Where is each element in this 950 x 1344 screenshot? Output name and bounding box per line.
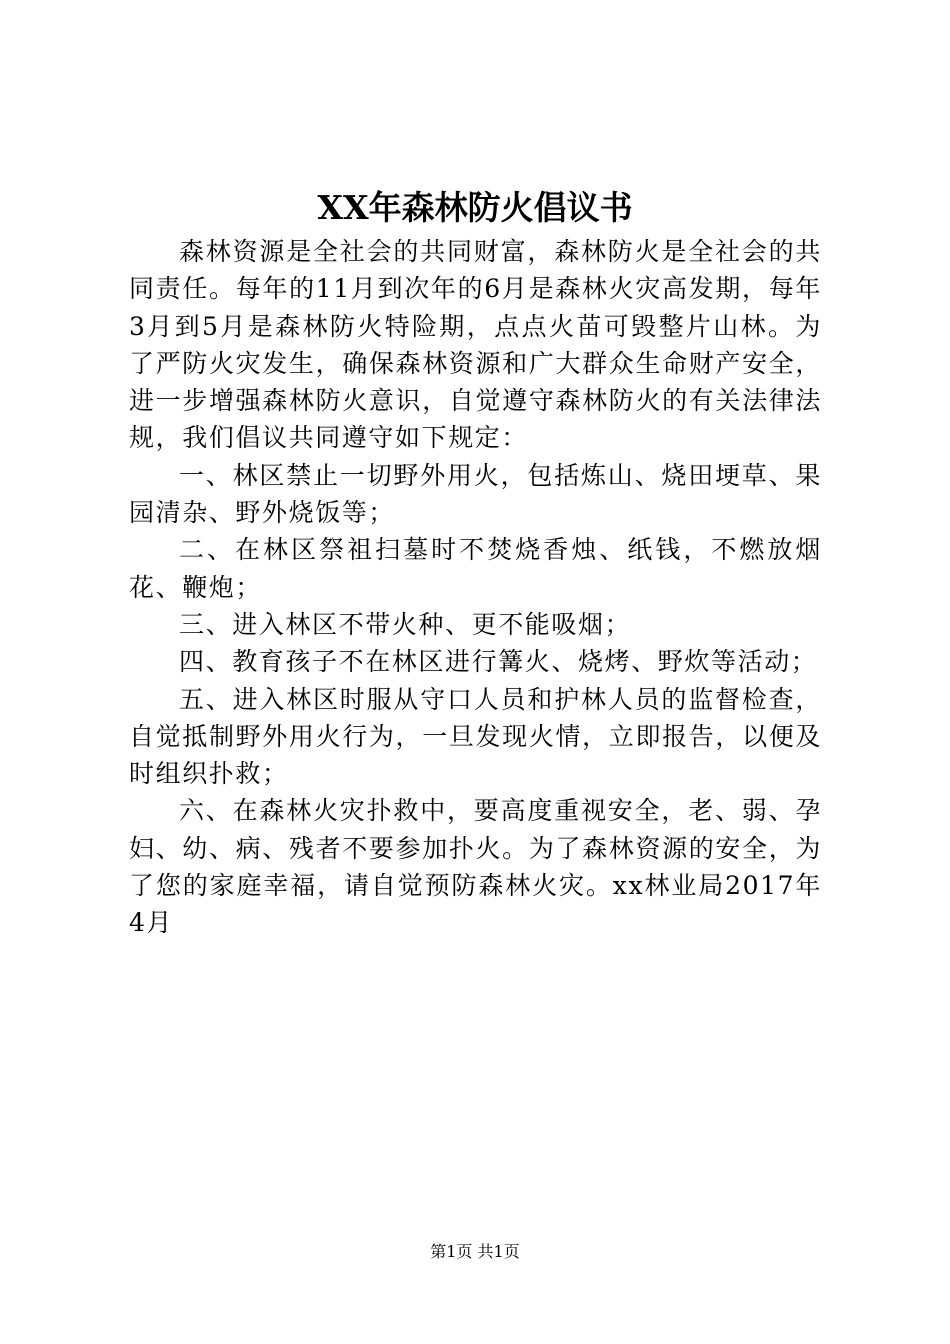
rule-paragraph-4: 四、教育孩子不在林区进行篝火、烧烤、野炊等活动；	[179, 647, 818, 677]
rule-paragraph-5: 五、进入林区时服从守口人员和护林人员的监督检查，自觉抵制野外用火行为，一旦发现火情，立即报告，以便及时组织扑救；	[129, 684, 822, 789]
document-title: XX年森林防火倡议书	[317, 188, 633, 227]
document-body	[129, 233, 822, 942]
rule-paragraph-1: 一、林区禁止一切野外用火，包括炼山、烧田埂草、果园清杂、野外烧饭等；	[129, 460, 822, 528]
rule-paragraph-2: 二、在林区祭祖扫墓时不焚烧香烛、纸钱，不燃放烟花、鞭炮；	[129, 535, 822, 602]
page-footer: 第1页 共1页	[430, 1242, 520, 1261]
intro-paragraph: 森林资源是全社会的共同财富，森林防火是全社会的共同责任。每年的11月到次年的6月是森林火灾高发期，每年3月到5月是森林防火特险期，点点火苗可毁整片山林。为了严防火灾发生，确保森林资源和广大群众生命财产安全，进一步增强森林防火意识，自觉遵守森林防火的有关法律法规，我们倡议共同遵守如下规定：	[129, 237, 822, 453]
rule-paragraph-6: 六、在森林火灾扑救中，要高度重视安全，老、弱、孕妇、幼、病、残者不要参加扑火。为了森林资源的安全，为了您的家庭幸福，请自觉预防森林火灾。xx林业局2017年4月	[129, 796, 822, 938]
rule-paragraph-3: 三、进入林区不带火种、更不能吸烟；	[179, 609, 632, 639]
